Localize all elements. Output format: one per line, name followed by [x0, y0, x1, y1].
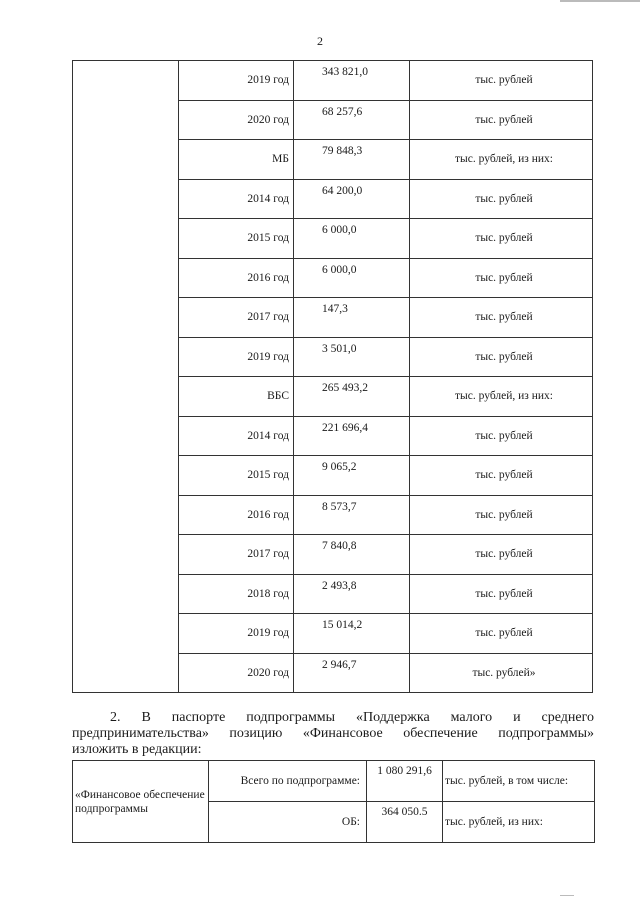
table-row	[73, 61, 593, 101]
row-value-cell	[294, 574, 410, 614]
row-label: 2016 год	[247, 508, 289, 521]
row-value: 79 848,3	[322, 145, 363, 157]
row-label-cell	[179, 219, 294, 259]
scan-mark	[560, 895, 574, 896]
row-value: 9 065,2	[322, 461, 357, 473]
row-unit: тыс. рублей»	[472, 666, 536, 679]
row-unit: тыс. рублей	[475, 113, 533, 126]
row-value: 343 821,0	[322, 66, 368, 78]
row-value: 7 840,8	[322, 540, 357, 552]
row-label: 2017 год	[247, 548, 289, 561]
row-label: 2016 год	[247, 271, 289, 284]
amendment-paragraph	[72, 710, 594, 758]
row-value-cell	[294, 337, 410, 377]
row-value-cell	[294, 258, 410, 298]
row-label: 2015 год	[247, 232, 289, 245]
row-label: 2018 год	[247, 587, 289, 600]
row-unit: тыс. рублей	[475, 469, 533, 482]
row-value: 64 200,0	[322, 184, 363, 197]
row-label-cell	[179, 100, 294, 140]
row-unit-cell	[410, 495, 593, 535]
row-unit: тыс. рублей, из них:	[455, 390, 553, 403]
row-unit-cell	[443, 802, 595, 843]
row-value-cell	[367, 802, 443, 843]
row-label-cell	[179, 337, 294, 377]
position-name-cell	[73, 761, 209, 843]
row-label-cell	[179, 377, 294, 417]
row-value: 6 000,0	[322, 224, 357, 236]
row-label-cell	[179, 298, 294, 338]
row-label-cell	[179, 140, 294, 180]
row-value: 15 014,2	[322, 619, 363, 631]
row-unit-cell	[410, 653, 593, 693]
row-value-cell	[294, 653, 410, 693]
row-label: 2019 год	[247, 74, 289, 87]
row-value: 2 493,8	[322, 579, 357, 592]
row-unit: тыс. рублей	[475, 548, 533, 561]
row-label-cell	[209, 761, 367, 802]
row-unit: тыс. рублей	[475, 350, 533, 363]
row-unit-cell	[410, 100, 593, 140]
paragraph-line-2: предпринимательства» позицию «Финансовое обеспечение подпрограммы»	[72, 726, 594, 741]
row-label: 2014 год	[247, 429, 289, 442]
row-label: Всего по подпрограмме:	[240, 775, 360, 787]
row-unit-cell	[410, 535, 593, 575]
position-name: «Финансовое обеспечение подпрограммы	[75, 788, 205, 815]
row-value-cell	[294, 495, 410, 535]
row-unit-cell	[410, 140, 593, 180]
row-value-cell	[294, 416, 410, 456]
row-unit-cell	[410, 456, 593, 496]
row-label: ОБ:	[341, 816, 360, 828]
row-value-cell	[294, 535, 410, 575]
row-value-cell	[294, 377, 410, 417]
row-label: 2015 год	[247, 469, 289, 482]
row-label-cell	[179, 653, 294, 693]
row-unit: тыс. рублей, в том числе:	[445, 775, 569, 787]
scan-mark	[560, 0, 640, 2]
row-value: 2 946,7	[322, 658, 357, 671]
row-label-cell	[179, 416, 294, 456]
row-label: 2020 год	[247, 666, 289, 679]
row-label-cell	[179, 456, 294, 496]
row-unit-cell	[410, 416, 593, 456]
row-value: 265 493,2	[322, 382, 368, 394]
row-unit: тыс. рублей	[475, 508, 533, 521]
row-label-cell	[179, 258, 294, 298]
row-value-cell	[294, 100, 410, 140]
row-unit: тыс. рублей, из них:	[455, 153, 553, 166]
row-label-cell	[179, 179, 294, 219]
row-value-cell	[367, 761, 443, 802]
row-value-cell	[294, 298, 410, 338]
row-value-cell	[294, 61, 410, 101]
row-value-cell	[294, 219, 410, 259]
row-label: 2017 год	[247, 311, 289, 324]
row-label: 2020 год	[247, 113, 289, 126]
row-value: 68 257,6	[322, 105, 363, 118]
row-unit: тыс. рублей, из них:	[445, 816, 543, 828]
row-unit: тыс. рублей	[475, 587, 533, 600]
row-unit-cell	[410, 179, 593, 219]
row-unit: тыс. рублей	[475, 311, 533, 324]
row-unit: тыс. рублей	[475, 192, 533, 205]
row-value-cell	[294, 614, 410, 654]
row-value: 364 050.5	[381, 806, 428, 818]
row-unit: тыс. рублей	[475, 232, 533, 245]
row-label-cell	[179, 61, 294, 101]
row-value-cell	[294, 179, 410, 219]
row-value: 8 573,7	[322, 500, 357, 513]
row-label-cell	[209, 802, 367, 843]
row-value-cell	[294, 140, 410, 180]
row-value: 221 696,4	[322, 421, 368, 434]
row-label: 2019 год	[247, 350, 289, 363]
row-value: 3 501,0	[322, 342, 357, 355]
row-unit-cell	[410, 337, 593, 377]
row-unit-cell	[410, 61, 593, 101]
row-value: 1 080 291,6	[377, 765, 432, 777]
row-unit-cell	[410, 258, 593, 298]
row-label: ВБС	[267, 390, 289, 403]
row-unit: тыс. рублей	[475, 627, 533, 640]
row-label-cell	[179, 535, 294, 575]
row-unit-cell	[410, 377, 593, 417]
row-unit-cell	[443, 761, 595, 802]
row-label-cell	[179, 574, 294, 614]
paragraph-line-3: изложить в редакции:	[72, 742, 202, 757]
row-unit: тыс. рублей	[475, 271, 533, 284]
row-label-cell	[179, 614, 294, 654]
position-name-cell	[73, 61, 179, 693]
row-value: 6 000,0	[322, 263, 357, 276]
row-unit-cell	[410, 614, 593, 654]
row-unit-cell	[410, 298, 593, 338]
row-unit-cell	[410, 574, 593, 614]
row-value: 147,3	[322, 303, 348, 315]
row-label: МБ	[272, 153, 289, 166]
row-label: 2019 год	[247, 627, 289, 640]
row-label-cell	[179, 495, 294, 535]
row-unit: тыс. рублей	[475, 74, 533, 87]
row-value-cell	[294, 456, 410, 496]
page-number: 2	[317, 34, 323, 48]
financing-table-new	[72, 760, 595, 843]
financing-table-continued	[72, 60, 593, 693]
row-unit-cell	[410, 219, 593, 259]
row-unit: тыс. рублей	[475, 429, 533, 442]
paragraph-line-1: 2. В паспорте подпрограммы «Поддержка малого и среднего	[110, 710, 594, 725]
row-label: 2014 год	[247, 192, 289, 205]
